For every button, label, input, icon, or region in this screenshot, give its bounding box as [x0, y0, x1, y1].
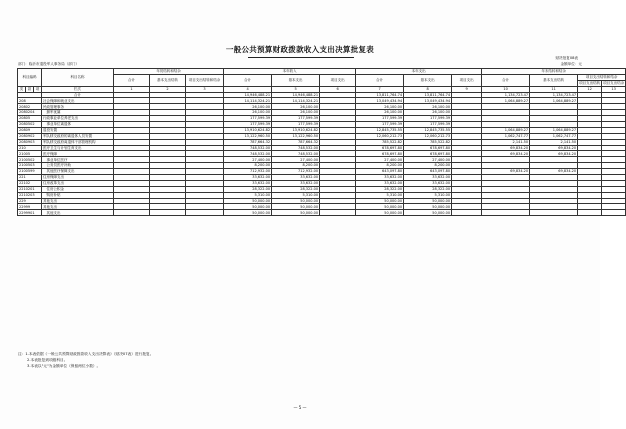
amount-cell: 177,599.39: [356, 116, 404, 122]
amount-cell: 50,000.00: [224, 210, 272, 216]
amount-cell: 1,134,723.47: [530, 92, 578, 98]
amount-cell: 33,632.00: [224, 180, 272, 186]
subject-name-cell: 其他支出: [42, 204, 114, 210]
amount-cell: [150, 210, 186, 216]
col-num: 9: [452, 86, 482, 92]
amount-cell: [114, 210, 150, 216]
subject-name-cell: 民政管理事务: [42, 104, 114, 110]
amount-cell: 69,834.20: [482, 145, 530, 151]
amount-cell: 14,114,324.21: [272, 98, 320, 104]
unit-label: 金额单位：元: [560, 62, 582, 66]
header-total: 合计: [482, 74, 530, 86]
amount-cell: 33,632.00: [356, 180, 404, 186]
amount-cell: 50,000.00: [224, 198, 272, 204]
header-total: 合计: [224, 74, 272, 86]
amount-cell: 5,310.00: [272, 192, 320, 198]
amount-cell: 13,811,764.74: [404, 92, 452, 98]
header-project-surplus: 项目支出结余: [603, 81, 625, 86]
amount-cell: 33,632.00: [404, 175, 452, 181]
amount-cell: 13,049,434.94: [356, 98, 404, 104]
col-num: 13: [602, 86, 626, 92]
subject-name-cell: 拥军优属: [42, 110, 114, 116]
subject-code-cell: 2100599: [18, 169, 42, 175]
amount-cell: 712,932.00: [272, 169, 320, 175]
amount-cell: 26,100.00: [356, 104, 404, 110]
header-basic-exp: 基本支出: [404, 74, 452, 86]
header-project-carry: 项目支出结转: [579, 81, 601, 86]
col-num: 12: [578, 86, 602, 92]
subject-code-cell: 21005: [18, 151, 42, 157]
amount-cell: 643,097.80: [356, 169, 404, 175]
amount-cell: 787,664.32: [272, 139, 320, 145]
header-kuan: 类: [18, 86, 26, 92]
subject-name-cell: 退役安置: [42, 127, 114, 133]
subject-code-cell: 2210201: [18, 186, 42, 192]
amount-cell: 748,532.00: [224, 151, 272, 157]
amount-cell: 13,811,764.74: [356, 92, 404, 98]
department-label: 部门：临沂市退役军人事务局（部门）: [18, 62, 80, 66]
amount-cell: 1,064,889.27: [530, 98, 578, 104]
amount-cell: 69,834.20: [482, 151, 530, 157]
amount-cell: 69,834.20: [530, 145, 578, 151]
subject-code-cell: 2080902: [18, 133, 42, 139]
amount-cell: 50,000.00: [224, 204, 272, 210]
notes: [18, 351, 153, 369]
amount-cell: 5,310.00: [404, 192, 452, 198]
amount-cell: 26,100.00: [404, 110, 452, 116]
amount-cell: 50,000.00: [356, 198, 404, 204]
col-num: 6: [320, 86, 356, 92]
amount-cell: 50,000.00: [272, 210, 320, 216]
header-project-exp: 项目支出: [320, 74, 356, 86]
amount-cell: 8,200.00: [224, 163, 272, 169]
amount-cell: 177,599.39: [272, 116, 320, 122]
amount-cell: 14,946,488.21: [272, 92, 320, 98]
amount-cell: 69,834.20: [530, 151, 578, 157]
col-num: 8: [404, 86, 452, 92]
subject-name-cell: 事业单位离退休: [42, 122, 114, 128]
amount-cell: 26,100.00: [356, 110, 404, 116]
amount-cell: 26,100.00: [272, 104, 320, 110]
col-num: 10: [482, 86, 530, 92]
amount-cell: 748,532.00: [224, 145, 272, 151]
header-subject-code: 科目编码: [18, 69, 42, 87]
subject-name-cell: 住房公积金: [42, 186, 114, 192]
amount-cell: [602, 210, 626, 216]
amount-cell: 50,000.00: [272, 198, 320, 204]
subject-name-cell: 购房补贴: [42, 192, 114, 198]
subject-name-cell: 其他支出: [42, 198, 114, 204]
amount-cell: 1,064,889.27: [530, 127, 578, 133]
subject-code-cell: 2080204: [18, 110, 42, 116]
subject-code-cell: 208: [18, 98, 42, 104]
amount-cell: 27,400.00: [224, 157, 272, 163]
col-num: 5: [272, 86, 320, 92]
col-num: 11: [530, 86, 578, 92]
amount-cell: 69,834.20: [482, 169, 530, 175]
header-project-exp: 项目支出: [452, 74, 482, 86]
amount-cell: 1,064,889.27: [482, 127, 530, 133]
amount-cell: 50,000.00: [272, 204, 320, 210]
header-xiang: 项: [34, 86, 42, 92]
page-title: 一般公共预算财政拨款收入支出决算批复表: [225, 45, 375, 54]
amount-cell: 50,000.00: [356, 204, 404, 210]
amount-cell: 1,062,747.77: [530, 133, 578, 139]
header-subject-name: 科目名称: [42, 69, 114, 87]
col-num: 2: [150, 86, 186, 92]
subject-code-cell: 221: [18, 175, 42, 181]
amount-cell: 33,632.00: [356, 175, 404, 181]
amount-cell: 12,060,212.73: [356, 133, 404, 139]
amount-cell: 8,200.00: [272, 163, 320, 169]
header-project-balance: 项目支出结转和结余: [186, 74, 224, 86]
amount-cell: 28,322.00: [272, 186, 320, 192]
subject-name-cell: 住房改革支出: [42, 180, 114, 186]
header-end-balance: 年末结转和结余: [482, 69, 626, 75]
amount-cell: 177,599.39: [224, 122, 272, 128]
amount-cell: 13,910,624.82: [272, 127, 320, 133]
amount-cell: 5,310.00: [356, 192, 404, 198]
amount-cell: 33,632.00: [272, 175, 320, 181]
table-body: [18, 92, 626, 216]
amount-cell: 678,697.80: [404, 145, 452, 151]
subject-name-cell: 军队移交政府的离退休人员安置: [42, 133, 114, 139]
amount-cell: 12,845,735.55: [404, 127, 452, 133]
amount-cell: [452, 210, 482, 216]
amount-cell: 1,134,723.47: [482, 92, 530, 98]
amount-cell: 748,532.00: [272, 151, 320, 157]
amount-cell: 26,100.00: [224, 104, 272, 110]
amount-cell: [320, 210, 356, 216]
amount-cell: 27,400.00: [404, 157, 452, 163]
amount-cell: 26,100.00: [224, 110, 272, 116]
amount-cell: 2,141.50: [482, 139, 530, 145]
note-line: 3.本表以"元"为金额单位（保留两位小数）。: [27, 364, 101, 368]
subject-code-cell: 20802: [18, 104, 42, 110]
amount-cell: [578, 210, 602, 216]
subject-code-cell: 22999: [18, 204, 42, 210]
amount-cell: 28,322.00: [356, 186, 404, 192]
amount-cell: 785,522.82: [404, 139, 452, 145]
subject-code-cell: 2080502: [18, 122, 42, 128]
amount-cell: 26,100.00: [404, 104, 452, 110]
header-project-sub-group: 项目支出结转和结余: [578, 74, 626, 80]
note-line: 2.本表批复到项级科目。: [27, 358, 68, 362]
subject-name-cell: 行政事业单位养老支出: [42, 116, 114, 122]
amount-cell: 787,664.32: [224, 139, 272, 145]
amount-cell: 28,322.00: [404, 186, 452, 192]
header-income: 本年收入: [224, 69, 356, 75]
amount-cell: 13,910,624.82: [224, 127, 272, 133]
amount-cell: 177,599.39: [356, 122, 404, 128]
col-num: 4: [224, 86, 272, 92]
amount-cell: 748,532.00: [272, 145, 320, 151]
table-row: [18, 210, 626, 216]
amount-cell: 50,000.00: [356, 210, 404, 216]
subject-code-cell: 2210203: [18, 192, 42, 198]
amount-cell: 33,632.00: [272, 180, 320, 186]
amount-cell: 12,060,212.73: [404, 133, 452, 139]
amount-cell: 27,400.00: [356, 157, 404, 163]
header-total: 合计: [356, 74, 404, 86]
header-kuan2: 款: [26, 86, 34, 92]
amount-cell: 13,122,960.50: [272, 133, 320, 139]
subject-code-cell: 229: [18, 198, 42, 204]
header-basic-balance: 基本支出结转: [530, 74, 578, 86]
col-num: 7: [356, 86, 404, 92]
title-underline: [248, 57, 354, 58]
amount-cell: 5,310.00: [224, 192, 272, 198]
col-num: 1: [114, 86, 150, 92]
amount-cell: 27,400.00: [272, 157, 320, 163]
amount-cell: 28,322.00: [224, 186, 272, 192]
header-basic-exp: 基本支出: [272, 74, 320, 86]
col-num: 3: [186, 86, 224, 92]
amount-cell: 177,599.39: [272, 122, 320, 128]
amount-cell: 14,946,488.21: [224, 92, 272, 98]
amount-cell: 712,932.00: [224, 169, 272, 175]
approval-table: [17, 68, 626, 216]
amount-cell: 1,062,747.77: [482, 133, 530, 139]
form-code: 财决批复08表: [555, 56, 578, 60]
amount-cell: 177,599.39: [224, 116, 272, 122]
amount-cell: 50,000.00: [404, 204, 452, 210]
subject-name-cell: 军队移交政府离退休干部管理机构: [42, 139, 114, 145]
header-expense: 本年支出: [356, 69, 482, 75]
subject-name-cell: 合计: [42, 92, 114, 98]
amount-cell: 26,100.00: [272, 110, 320, 116]
amount-cell: 13,122,960.50: [224, 133, 272, 139]
subject-name-cell: 事业单位医疗: [42, 157, 114, 163]
subject-code-cell: 22102: [18, 180, 42, 186]
header-basic-balance: 基本支出结转: [150, 74, 186, 86]
amount-cell: 12,845,735.55: [356, 127, 404, 133]
header-column-label: 栏次: [42, 86, 114, 92]
amount-cell: 177,599.39: [404, 122, 452, 128]
subject-name-cell: 公务员医疗补助: [42, 163, 114, 169]
amount-cell: 8,200.00: [404, 163, 452, 169]
subject-name-cell: 医疗保障: [42, 151, 114, 157]
amount-cell: [186, 210, 224, 216]
amount-cell: 678,697.80: [404, 151, 452, 157]
subject-code-cell: 210: [18, 145, 42, 151]
page-number: — 5 —: [293, 405, 307, 410]
amount-cell: 678,697.80: [356, 145, 404, 151]
amount-cell: 8,200.00: [356, 163, 404, 169]
amount-cell: 177,599.39: [404, 116, 452, 122]
note-line: 注：1.本表依据《一般公共预算财政拨款收入支出决算表》（财决07表）进行批复。: [18, 352, 154, 356]
amount-cell: 643,097.80: [404, 169, 452, 175]
amount-cell: [482, 210, 530, 216]
amount-cell: 2,141.50: [530, 139, 578, 145]
amount-cell: 50,000.00: [404, 210, 452, 216]
amount-cell: 50,000.00: [404, 198, 452, 204]
subject-code-cell: 2100503: [18, 163, 42, 169]
subject-name-cell: 住房保障支出: [42, 175, 114, 181]
amount-cell: [530, 210, 578, 216]
subject-name-cell: 其他医疗保障支出: [42, 169, 114, 175]
amount-cell: 33,632.00: [224, 175, 272, 181]
amount-cell: 14,114,324.21: [224, 98, 272, 104]
subject-code-cell: 2080903: [18, 139, 42, 145]
subject-code-cell: 2100502: [18, 157, 42, 163]
amount-cell: 13,049,434.94: [404, 98, 452, 104]
subject-code-cell: 20809: [18, 127, 42, 133]
subject-code-cell: 20805: [18, 116, 42, 122]
amount-cell: 785,522.82: [356, 139, 404, 145]
subject-name-cell: 其他支出: [42, 210, 114, 216]
subject-name-cell: 医疗卫生与计划生育支出: [42, 145, 114, 151]
amount-cell: 678,697.80: [356, 151, 404, 157]
amount-cell: 1,064,889.27: [482, 98, 530, 104]
header-total: 合计: [114, 74, 150, 86]
subject-name-cell: 社会保障和就业支出: [42, 98, 114, 104]
header-begin-balance: 年初结转和结余: [114, 69, 224, 75]
amount-cell: 33,632.00: [404, 180, 452, 186]
subject-code-cell: 2299901: [18, 210, 42, 216]
amount-cell: 69,834.20: [530, 169, 578, 175]
